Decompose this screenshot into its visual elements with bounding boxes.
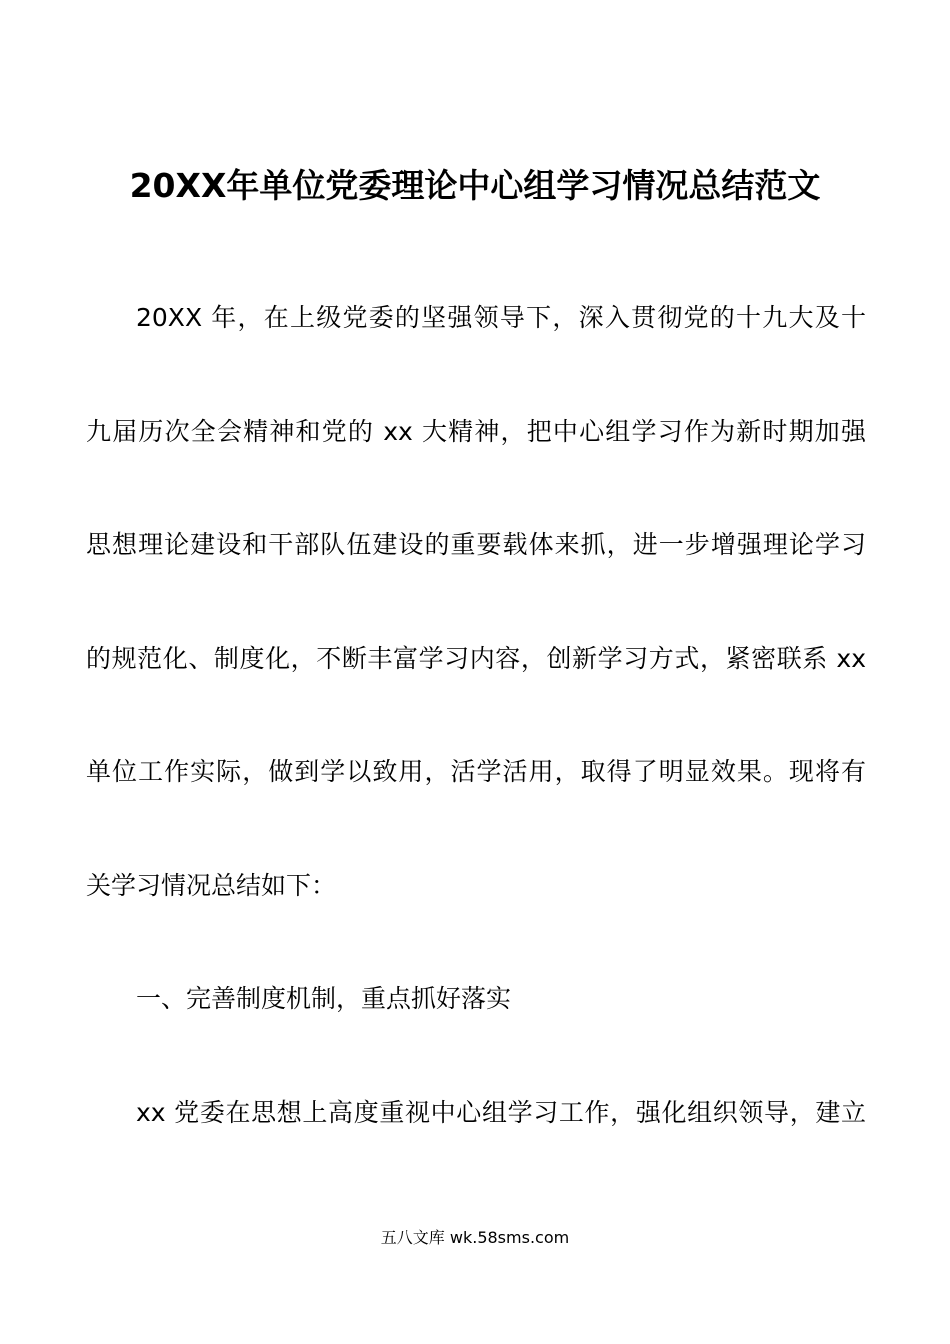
document-body	[86, 292, 866, 1200]
paragraph-line: xx 党委在思想上高度重视中心组学习工作，强化组织领导，建立	[136, 1097, 866, 1127]
footer-watermark: 五八文库 wk.58sms.com	[380, 1228, 570, 1247]
page-title: 20XX年单位党委理论中心组学习情况总结范文	[129, 166, 821, 205]
paragraph-line: 的规范化、制度化，不断丰富学习内容，创新学习方式，紧密联系 xx	[86, 643, 866, 673]
paragraph-line: 关学习情况总结如下：	[86, 870, 337, 900]
paragraph-line: 单位工作实际，做到学以致用，活学活用，取得了明显效果。现将有	[86, 757, 866, 786]
paragraph-line: 九届历次全会精神和党的 xx 大精神，把中心组学习作为新时期加强	[86, 416, 866, 446]
section-heading: 一、完善制度机制，重点抓好落实	[136, 984, 512, 1013]
paragraph-line: 20XX 年，在上级党委的坚强领导下，深入贯彻党的十九大及十	[136, 303, 866, 332]
paragraph-line: 思想理论建设和干部队伍建设的重要载体来抓，进一步增强理论学习	[86, 530, 866, 559]
